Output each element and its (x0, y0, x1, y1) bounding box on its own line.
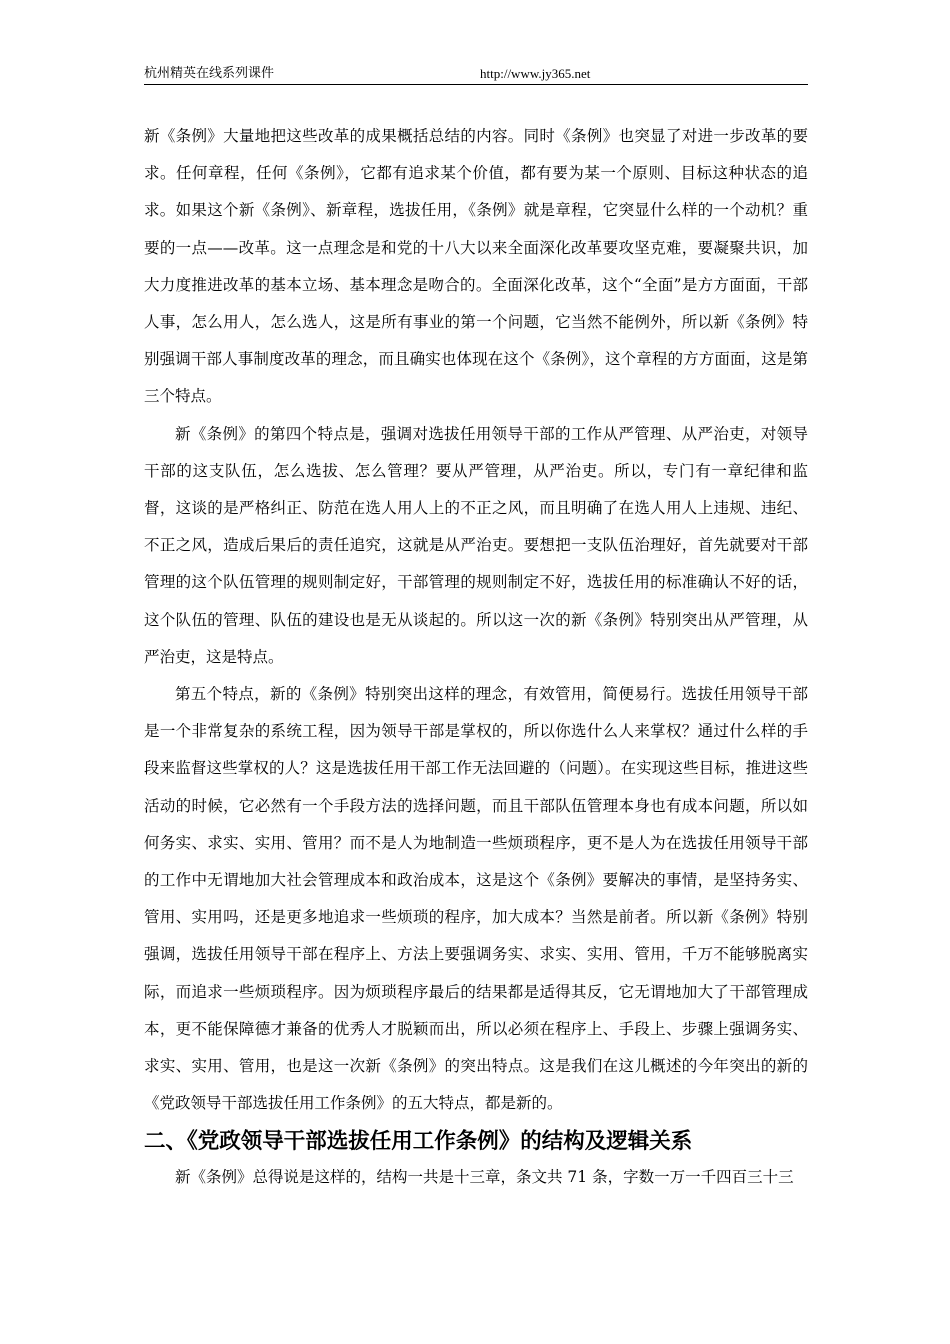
paragraph-fourth-feature: 新《条例》的第四个特点是，强调对选拔任用领导干部的工作从严管理、从严治吏，对领导干部的这支队伍，怎么选拔、怎么管理？要从严管理，从严治吏。所以，专门有一章纪律和监督，这谈的是严格纠正、防范在选人用人上的不正之风，而且明确了在选人用人上违规、违纪、不正之风，造成后果后的责任追究，这就是从严治吏。要想把一支队伍治理好，首先就要对干部管理的这个队伍管理的规则制定好，干部管理的规则制定不好，选拔任用的标准确认不好的话，这个队伍的管理、队伍的建设也是无从谈起的。所以这一次的新《条例》特别突出从严管理，从严治吏，这是特点。 (144, 424, 808, 666)
paragraph-structure: 新《条例》总得说是这样的，结构一共是十三章，条文共 71 条，字数一万一千四百三十三 (175, 1168, 794, 1187)
paragraph-fifth-feature: 第五个特点，新的《条例》特别突出这样的理念，有效管用，简便易行。选拔任用领导干部是一个非常复杂的系统工程，因为领导干部是掌权的，所以你选什么人来掌权？通过什么样的手段来监督这些掌权的人？这是选拔任用干部工作无法回避的（问题）。在实现这些目标，推进这些活动的时候，它必然有一个手段方法的选择问题，而且干部队伍管理本身也有成本问题，所以如何务实、求实、实用、管用？而不是人为地制造一些烦琐程序，更不是人为在选拔任用领导干部的工作中无谓地加大社会管理成本和政治成本，这是这个《条例》要解决的事情，是坚持务实、管用、实用吗，还是更多地追求一些烦琐的程序，加大成本？当然是前者。所以新《条例》特别强调，选拔任用领导干部在程序上、方法上要强调务实、求实、实用、管用，千万不能够脱离实际，而追求一些烦琐程序。因为烦琐程序最后的结果都是适得其反，它无谓地加大了干部管理成本，更不能保障德才兼备的优秀人才脱颖而出，所以必须在程序上、手段上、步骤上强调务实、求实、实用、管用，也是这一次新《条例》的突出特点。这是我们在这儿概述的今年突出的新的《党政领导干部选拔任用工作条例》的五大特点，都是新的。 (144, 685, 808, 1113)
page-header (144, 58, 808, 85)
header-course-title: 杭州精英在线系列课件 (144, 66, 275, 81)
paragraph-third-feature: 新《条例》大量地把这些改革的成果概括总结的内容。同时《条例》也突显了对进一步改革的要求。任何章程，任何《条例》，它都有追求某个价值，都有要为某一个原则、目标这种状态的追求。如果这个新《条例》、新章程，选拔任用，《条例》就是章程，它突显什么样的一个动机？重要的一点——改革。这一点理念是和党的十八大以来全面深化改革要攻坚克难，要凝聚共识，加大力度推进改革的基本立场、基本理念是吻合的。全面深化改革，这个“全面”是方方面面，干部人事，怎么用人，怎么选人，这是所有事业的第一个问题，它当然不能例外，所以新《条例》特别强调干部人事制度改革的理念，而且确实也体现在这个《条例》，这个章程的方方面面，这是第三个特点。 (144, 127, 808, 406)
document-body (144, 118, 808, 1197)
header-url: http://www.jy365.net (480, 66, 591, 81)
section-heading: 二、《党政领导干部选拔任用工作条例》的结构及逻辑关系 (144, 1129, 693, 1155)
